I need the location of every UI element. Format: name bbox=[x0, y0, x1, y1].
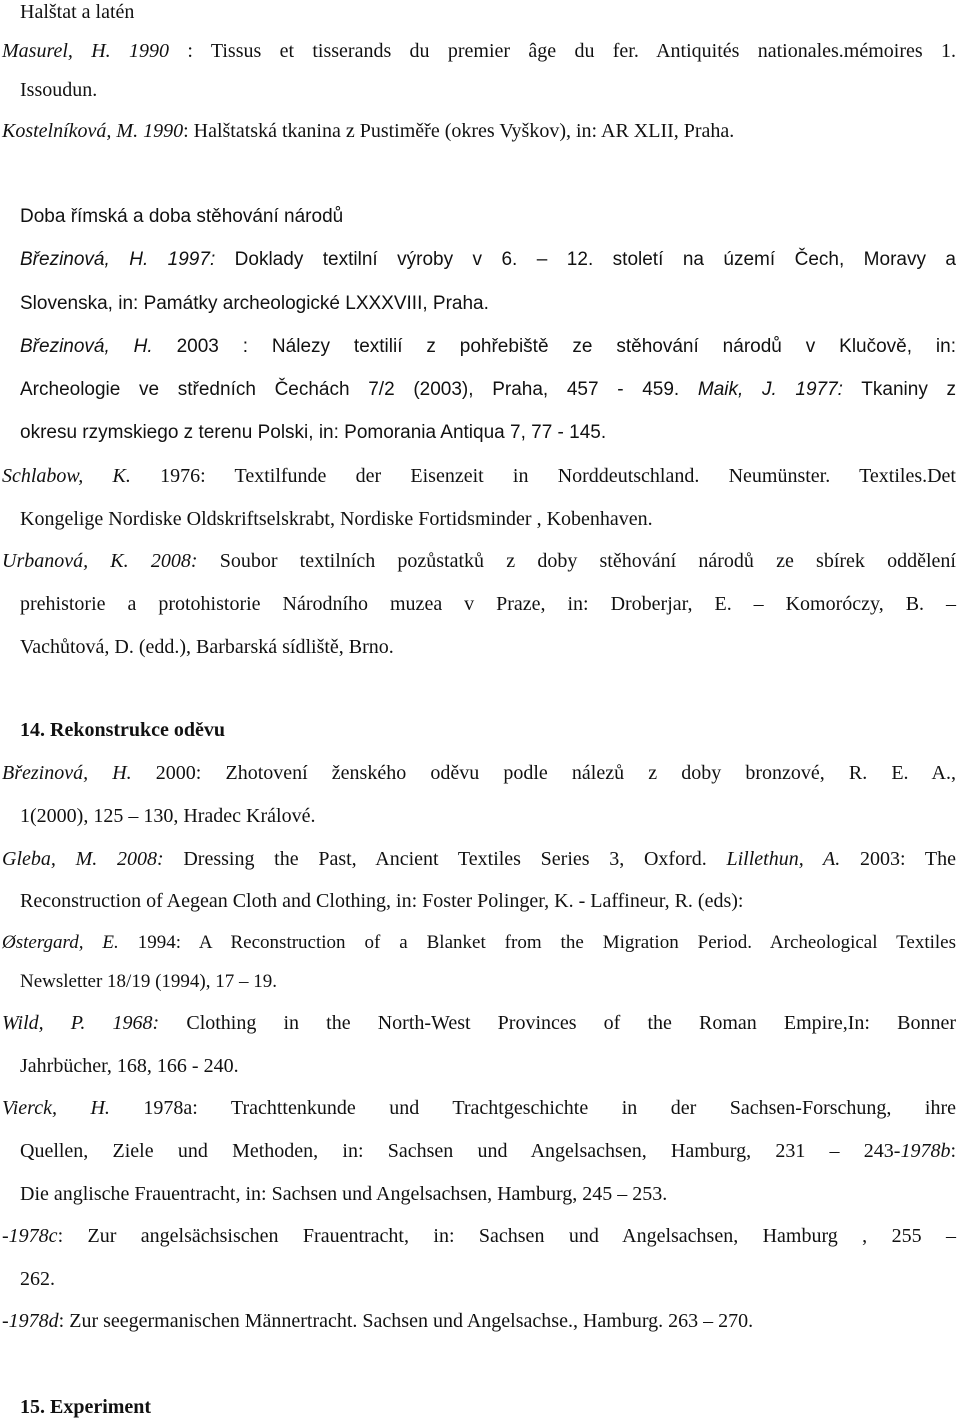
ref-schlabow-cont: Kongelige Nordiske Oldskriftselskrabt, Nordiske Fortidsminder , Kobenhaven. bbox=[20, 508, 653, 530]
ref-vierck-1978c: -1978c: Zur angelsächsischen Frauentracht, in: Sachsen und Angelsachsen, Hamburg , 255 – bbox=[2, 1225, 956, 1247]
ref-masurel: Masurel, H. 1990 : Tissus et tisserands du premier âge du fer. Antiquités nationales.mémoires 1. bbox=[2, 40, 956, 62]
ref-vierck-1978c-cont: 262. bbox=[20, 1268, 55, 1290]
ref-brezinova-2000: Březinová, H. 2000: Zhotovení ženského oděvu podle nálezů z doby bronzové, R. E. A., bbox=[2, 762, 956, 784]
section-heading-hallstatt: Halštat a latén bbox=[20, 1, 135, 23]
ref-brezinova-2003-cont: Archeologie ve středních Čechách 7/2 (2003), Praha, 457 - 459. Maik, J. 1977: Tkaniny z bbox=[20, 379, 956, 400]
ref-wild: Wild, P. 1968: Clothing in the North-West Provinces of the Roman Empire,In: Bonner bbox=[2, 1012, 956, 1034]
ref-vierck-1978d: -1978d: Zur seegermanischen Männertracht. Sachsen und Angelsachse., Hamburg. 263 – 270. bbox=[2, 1310, 754, 1332]
ref-brezinova-1997-cont: Slovenska, in: Památky archeologické LXXXVIII, Praha. bbox=[20, 293, 489, 314]
ref-ostergard-cont: Newsletter 18/19 (1994), 17 – 19. bbox=[20, 971, 277, 992]
ref-vierck-1978a: Vierck, H. 1978a: Trachttenkunde und Trachtgeschichte in der Sachsen-Forschung, ihre bbox=[2, 1097, 956, 1119]
ref-brezinova-2003: Březinová, H. 2003 : Nálezy textilií z pohřebiště ze stěhování národů v Klučově, in: bbox=[20, 336, 956, 357]
section-15-heading: 15. Experiment bbox=[20, 1396, 152, 1418]
ref-brezinova-2000-cont: 1(2000), 125 – 130, Hradec Králové. bbox=[20, 805, 316, 827]
ref-urbanova-cont-2: Vachůtová, D. (edd.), Barbarská sídliště, Brno. bbox=[20, 636, 394, 658]
ref-schlabow: Schlabow, K. 1976: Textilfunde der Eisenzeit in Norddeutschland. Neumünster. Textiles.Det bbox=[2, 465, 956, 487]
section-heading-roman: Doba římská a doba stěhování národů bbox=[20, 206, 344, 227]
ref-brezinova-1997: Březinová, H. 1997: Doklady textilní výroby v 6. – 12. století na území Čech, Moravy a bbox=[20, 249, 956, 270]
ref-lillethun-cont: Reconstruction of Aegean Cloth and Clothing, in: Foster Polinger, K. - Laffineur, R. (eds): bbox=[20, 890, 744, 912]
ref-maik-cont: okresu rzymskiego z terenu Polski, in: Pomorania Antiqua 7, 77 - 145. bbox=[20, 422, 607, 443]
ref-gleba: Gleba, M. 2008: Dressing the Past, Ancient Textiles Series 3, Oxford. Lillethun, A. 2003: The bbox=[2, 848, 956, 870]
ref-kostelnikova: Kostelníková, M. 1990: Halštatská tkanina z Pustiměře (okres Vyškov), in: AR XLII, Praha. bbox=[2, 120, 735, 142]
ref-urbanova-cont-1: prehistorie a protohistorie Národního muzea v Praze, in: Droberjar, E. – Komoróczy, B. – bbox=[20, 593, 956, 615]
ref-ostergard: Østergard, E. 1994: A Reconstruction of a Blanket from the Migration Period. Archeological Textiles bbox=[2, 932, 956, 953]
ref-urbanova: Urbanová, K. 2008: Soubor textilních pozůstatků z doby stěhování národů ze sbírek oddělení bbox=[2, 550, 956, 572]
ref-masurel-cont: Issoudun. bbox=[20, 79, 98, 101]
ref-vierck-cont-1: Quellen, Ziele und Methoden, in: Sachsen und Angelsachsen, Hamburg, 231 – 243-1978b: bbox=[20, 1140, 956, 1162]
ref-wild-cont: Jahrbücher, 168, 166 - 240. bbox=[20, 1055, 239, 1077]
ref-vierck-cont-2: Die anglische Frauentracht, in: Sachsen und Angelsachsen, Hamburg, 245 – 253. bbox=[20, 1183, 668, 1205]
section-14-heading: 14. Rekonstrukce oděvu bbox=[20, 719, 226, 741]
